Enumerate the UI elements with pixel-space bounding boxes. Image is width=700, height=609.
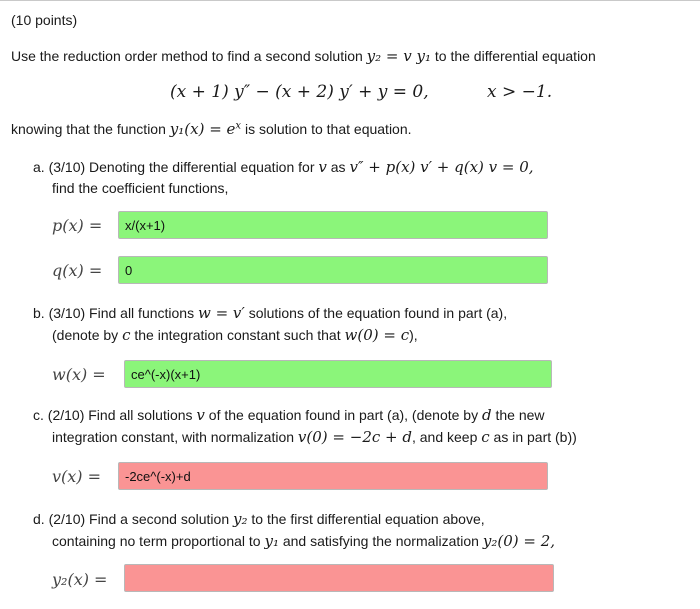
points-label: (10 points) [11,12,78,28]
y2-input[interactable] [124,564,554,592]
y1-exponent: x [235,120,242,132]
part-b-l2-a: (denote by [52,327,123,343]
knowing-line [11,120,412,138]
part-b-c: c [122,326,131,344]
part-d-y1: y₁ [264,532,279,550]
p-input[interactable] [118,211,548,239]
part-a-var-v: v [318,158,327,176]
part-c-c: c [481,428,490,446]
part-d-text-b: to the first differential equation above, [247,511,485,527]
part-a-line2: find the coefficient functions, [52,180,229,196]
part-c-text-a: c. (2/10) Find all solutions [33,407,197,423]
knowing-text-b: is solution to that equation. [241,121,412,137]
part-d-l2-b: and satisfying the normalization [278,533,483,549]
ode-equation: (x + 1) y″ − (x + 2) y′ + y = 0, [170,82,429,102]
ode-domain: x > −1. [487,82,553,102]
part-c-l2-a: integration constant, with normalization [52,429,298,445]
y2-equals-vy1: y₂ = v y₁ [366,47,431,65]
part-c-line1 [33,406,545,424]
y2-label: y₂(x) = [52,570,108,589]
part-b-eq1: w = v′ [197,304,245,322]
part-b-l2-c: ), [409,327,418,343]
part-c-text-c: the new [491,407,545,423]
knowing-text-a: knowing that the function [11,121,170,137]
q-input[interactable] [118,256,548,284]
part-c-line2 [52,428,577,446]
part-a-text-a: a. (3/10) Denoting the differential equation for [33,159,319,175]
part-c-l2-c: as in part (b)) [489,429,577,445]
part-c-text-b: of the equation found in part (a), (denote by [204,407,482,423]
w-label: w(x) = [52,365,106,384]
part-d-eq: y₂(0) = 2, [482,532,556,550]
part-c-l2-b: , and keep [411,429,482,445]
part-b-line2 [52,326,418,344]
intro-line [11,47,596,65]
part-b-text-a: b. (3/10) Find all functions [33,305,198,321]
y1-equation: y₁(x) = e [169,120,236,138]
part-c-d: d [481,406,492,424]
part-d-l2-a: containing no term proportional to [52,533,265,549]
part-c-eq: v(0) = −2c + d [297,428,412,446]
part-c-v: v [196,406,205,424]
w-input[interactable] [124,360,552,388]
top-border [0,0,700,1]
part-b-l2-b: the integration constant such that [130,327,345,343]
part-d-line2 [52,532,555,550]
part-b-text-b: solutions of the equation found in part (a), [244,305,508,321]
part-a-text-b: as [326,159,350,175]
v-label: v(x) = [52,467,102,486]
part-a-equation: v″ + p(x) v′ + q(x) v = 0, [349,158,534,176]
part-a-line1 [33,158,534,176]
part-d-text-a: d. (2/10) Find a second solution [33,511,234,527]
part-b-eq2: w(0) = c [344,326,410,344]
intro-text-b: to the differential equation [431,48,596,64]
p-label: p(x) = [52,216,103,235]
v-input[interactable] [118,462,548,490]
part-d-line1 [33,510,485,528]
part-d-y2: y₂ [233,510,248,528]
q-label: q(x) = [52,261,103,280]
intro-text-a: Use the reduction order method to find a second solution [11,48,367,64]
part-b-line1 [33,304,507,322]
